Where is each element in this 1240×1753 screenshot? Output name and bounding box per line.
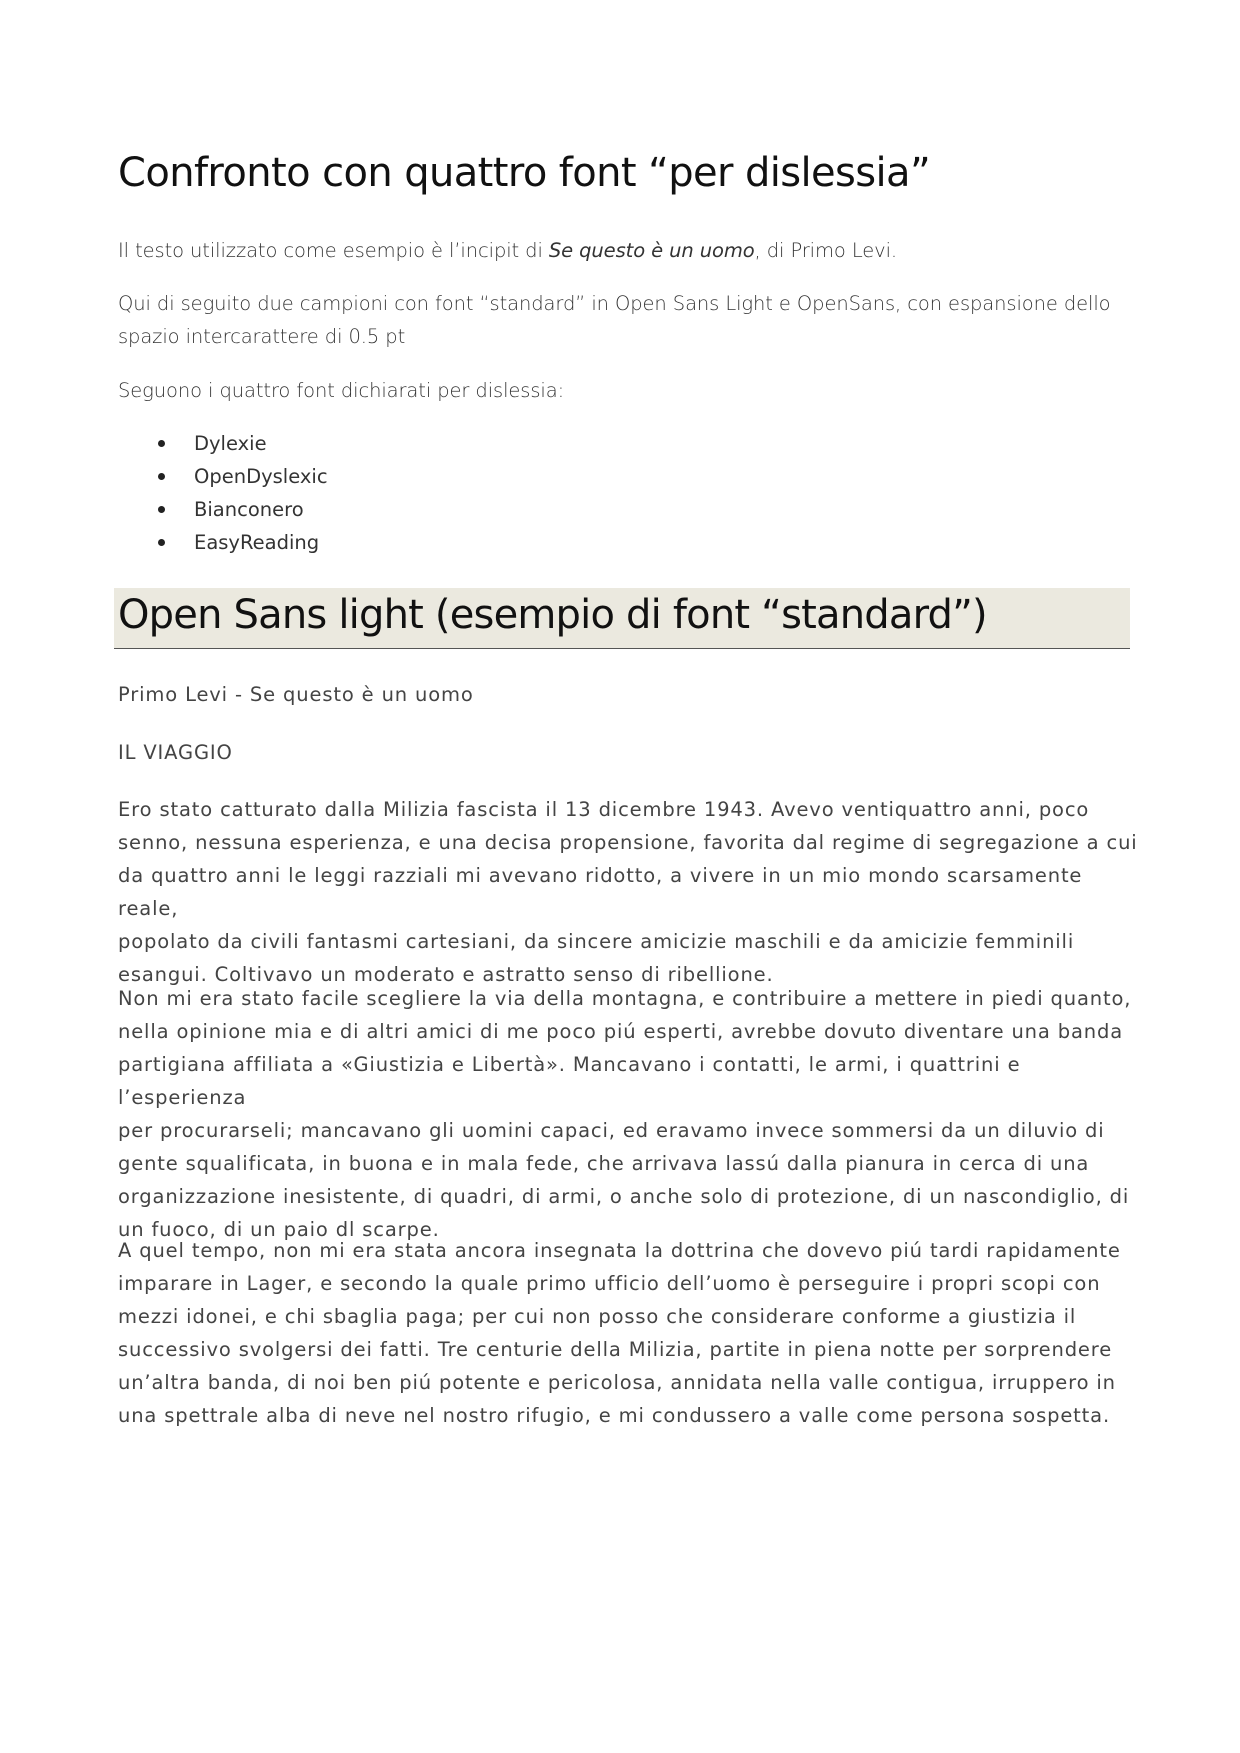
list-item xyxy=(118,427,328,460)
list-item-label: Bianconero xyxy=(194,498,304,521)
chapter-title: IL VIAGGIO xyxy=(118,741,233,764)
bullet-icon xyxy=(158,506,165,513)
text-line: Ero stato catturato dalla Milizia fascista il 13 dicembre 1943. Avevo ventiquattro anni, poco xyxy=(118,798,1090,821)
text-line: un fuoco, di un paio dl scarpe. xyxy=(118,1218,440,1241)
book-title-italic: Se questo è un uomo xyxy=(548,239,755,262)
sample-paragraph-1 xyxy=(118,793,1138,991)
intro-paragraph-2 xyxy=(118,287,1111,353)
page-title: Confronto con quattro font “per dislessia” xyxy=(118,150,931,196)
sample-paragraph-3 xyxy=(118,1234,1138,1432)
text-line: una spettrale alba di neve nel nostro rifugio, e mi condussero a valle come persona sospetta. xyxy=(118,1404,1111,1427)
dyslexia-font-list xyxy=(118,427,328,559)
text-line: A quel tempo, non mi era stata ancora insegnata la dottrina che dovevo piú tardi rapidamente xyxy=(118,1239,1121,1262)
bullet-icon xyxy=(158,440,165,447)
text-line: organizzazione inesistente, di quadri, di armi, o anche solo di protezione, di un nascondiglio, di xyxy=(118,1185,1130,1208)
intro-p2-line-2: spazio intercarattere di 0.5 pt xyxy=(118,325,406,348)
text-line: imparare in Lager, e secondo la quale primo ufficio dell’uomo è perseguire i propri scopi con xyxy=(118,1272,1101,1295)
text-line: senno, nessuna esperienza, e una decisa propensione, favorita dal regime di segregazione a cui xyxy=(118,831,1138,854)
text-line: popolato da civili fantasmi cartesiani, da sincere amicizie maschili e da amicizie femminili xyxy=(118,930,1075,953)
intro-p1-end: , di Primo Levi. xyxy=(754,239,897,262)
intro-p1-text: Il testo utilizzato come esempio è l’incipit di xyxy=(118,239,549,262)
text-line: Non mi era stato facile scegliere la via della montagna, e contribuire a mettere in piedi quanto, xyxy=(118,987,1132,1010)
bullet-icon xyxy=(158,473,165,480)
text-line: un’altra banda, di noi ben piú potente e pericolosa, annidata nella valle contigua, irruppero in xyxy=(118,1371,1116,1394)
bullet-icon xyxy=(158,539,165,546)
intro-paragraph-1 xyxy=(118,234,897,267)
list-item-label: Dylexie xyxy=(194,432,267,455)
text-line: nella opinione mia e di altri amici di me poco piú esperti, avrebbe dovuto diventare una banda xyxy=(118,1020,1123,1043)
text-line: gente squalificata, in buona e in mala fede, che arrivava lassú dalla pianura in cerca di una xyxy=(118,1152,1090,1175)
sample-paragraph-2 xyxy=(118,982,1138,1246)
text-line: da quattro anni le leggi razziali mi avevano ridotto, a vivere in un mio mondo scarsamente reale, xyxy=(118,864,1083,920)
text-line: successivo svolgersi dei fatti. Tre centurie della Milizia, partite in piena notte per sorprendere xyxy=(118,1338,1113,1361)
list-item-label: EasyReading xyxy=(194,531,320,554)
list-item xyxy=(118,526,328,559)
list-item xyxy=(118,460,328,493)
intro-paragraph-3: Seguono i quattro font dichiarati per dislessia: xyxy=(118,379,565,402)
intro-p2-line-1: Qui di seguito due campioni con font “standard” in Open Sans Light e OpenSans, con espansione dello xyxy=(118,292,1111,315)
text-line: per procurarseli; mancavano gli uomini capaci, ed eravamo invece sommersi da un diluvio di xyxy=(118,1119,1105,1142)
list-item xyxy=(118,493,328,526)
book-author-title: Primo Levi - Se questo è un uomo xyxy=(118,683,474,706)
text-line: esangui. Coltivavo un moderato e astratto senso di ribellione. xyxy=(118,963,774,986)
list-item-label: OpenDyslexic xyxy=(194,465,328,488)
section-heading-band xyxy=(114,588,1130,649)
section-heading: Open Sans light (esempio di font “standard”) xyxy=(118,592,987,638)
text-line: mezzi idonei, e chi sbaglia paga; per cui non posso che considerare conforme a giustizia il xyxy=(118,1305,1077,1328)
text-line: partigiana affiliata a «Giustizia e Libertà». Mancavano i contatti, le armi, i quattrini e l’esperienza xyxy=(118,1053,1021,1109)
